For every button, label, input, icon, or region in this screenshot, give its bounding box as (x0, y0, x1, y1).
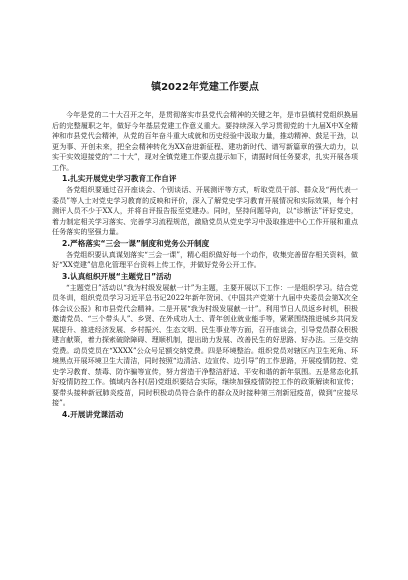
document-title: 镇2022年党建工作要点 (151, 82, 259, 93)
intro-paragraph: 今年是党的二十大召开之年，是贯彻落实市县党代会精神的关键之年，是市县镇村党组织换届后的完整履职之年，做好今年基层党建工作意义重大。要持续深入学习贯彻党的十九届X中X全精神和市县党代会精神，从党的百年奋斗重大成就和历史经验中汲取力量，推动精神、鼓足干劲，以更为事、开创未来，把全会精神转化为XX奋进新征程、建功新时代、谱写新篇章的强大动力，以实干实效迎接党的“二十大”，现对全镇党建工作要点提示如下，请据时间任务要求，扎实开展各项工作。 (52, 110, 358, 172)
section-heading-2: 2.严格落实“三会一课”制度和党务公开制度 (62, 238, 210, 248)
section-heading-3: 3.认真组织开展“主题党日”活动 (62, 271, 172, 281)
section-body-1: 各党组织要通过召开座谈会、个别谈话、开展测评等方式，听取党员干部、群众及“两代表一委员”等人士对党史学习教育的反映和评价，深入了解党史学习教育开展情况和实际效果，每个村测评人员不少于XX人，并将自评报告报至党建办。同时，坚持问题导向，以“诊断法”评好党史，着力制定相关学习落实、完善学习流程规范，激励党员从党史学习中汲取推进中心工作开展和重点任务落实的坚强力量。 (52, 185, 358, 236)
section-body-2: 各党组织要认真谋划落实“三会一课”，精心组织做好每一个动作，收集完善留存相关资料，做好“XX党建”信息化管理平台资料上传工作，并做好党务公开工作。 (52, 249, 358, 269)
section-body-3: “主题党日”活动以“我为村级发展献一计”为主题，主要开展以下工作：一是组织学习。结合党员冬训，组织党员学习习近平总书记2022年新年贺词、《中国共产党第十九届中央委员会第X次全体会议公报》和市县党代会精神。二是开展“我为村级发展献一计”。利用节日人员返乡时机，积极邀请党员、“三个带头人”、乡贤、在外成功人士、青年创业就业能手等，紧紧围绕推进城乡共同发展提升、推进经济发展、乡村振兴、生态文明、民生事业等方面，召开座谈会，引导党员群众积极建言献策，着力探索破除障碍、理顺机制，提出助力发展、改善民生的好思路、好办法。三是交纳党费。动员党员在“XXXX”公众号足额交纳党费。四是环境整治。组织党员对辖区内卫生死角、环境黑点开展环境卫生大清洁，同时按照“边清洁、边宣传、边引导”的工作思路，开展疫情防控、党史学习教育、禁毒、防诈骗等宣传，努力营造干净整洁舒适、平安和谐的新年氛围。五是常态化抓好疫情防控工作。镇域内各村(居)党组织要结合实际，继续加强疫情防控工作的政策解读和宣传；要带头接种新冠肺炎疫苗，同时积极动员符合条件的群众及时接种第三剂新冠疫苗，做到“应接尽接”。 (52, 282, 358, 407)
section-heading-4: 4.开展讲党课活动 (62, 409, 124, 419)
section-heading-1: 1.扎实开展党史学习教育工作自评 (62, 174, 177, 183)
